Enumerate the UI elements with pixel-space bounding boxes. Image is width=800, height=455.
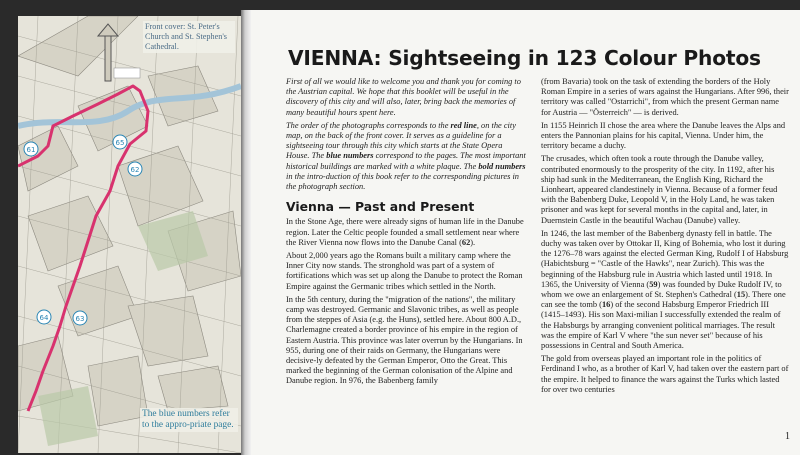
red-line-term: red line (450, 120, 477, 130)
intro-paragraph-1: First of all we would like to welcome you and thank you for coming to the Austrian capital. We hope that this booklet will be useful in the discovery of this city and will also, later, bring back the memories of many beautiful hours spent here. (286, 77, 521, 117)
history-paragraph-7: In 1246, the last member of the Babenberg dynasty fell in battle. The duchy was taken over by Ottokar II, King of Bohemia, who lost it during the 1276–78 wars against the elected German King, Rudolf I of Habsburg (Habichtsburg = "Castle of the Hawks", near Zurich). This was the beginning of the Habsburg rule in Austria which lasted until 1918. In 1365, the University of Vienna (59) was founded by Duke Rudolf IV, to whom we owe an enlargement of St. Stephen's Cathedral (15). There one can see the tomb (16) of the second Habsburg Emperor Friedrich III (1415–1493). His son Maxi-milian I successfully extended the realm of the Habsburgs by arranging convenient political marriages. The result was the empire of Karl V where "the sun never set" because of his possessions in Central and South America. (541, 228, 789, 351)
history-paragraph-6: The crusades, which often took a route through the Danube valley, contributed enormously to the prosperity of the city. In 1192, after his ship had sunk in the Mediterranean, the English King, Richard the Lionheart, appeared clandestinely in Vienna. Because of a former feud with the Babenberg Duke, Leopold V, in the Holy Land, he was taken prisoner and was kept for several months in the capital and, later, in Duernstein Castle in the beautiful Wachau (Danube) valley. (541, 154, 778, 225)
bold-numbers-term: bold numbers (478, 161, 526, 171)
history-paragraph-4: (from Bavaria) took on the task of extending the borders of the Holy Roman Empire in a series of wars against the Hungarians. After 996, their territory was called "Ostarrichi", from which the present German name for Austria — "Österreich" — is derived. (541, 77, 789, 117)
text-column-right (541, 77, 789, 398)
history-paragraph-5: In 1155 Heinrich II chose the area where the Danube leaves the Alps and enters the Pannonian plains for his capital, Vienna. Under him, the territory became a duchy. (541, 120, 786, 151)
text-column-left (286, 77, 528, 390)
section-heading: Vienna — Past and Present (286, 199, 475, 215)
page-number: 1 (785, 431, 790, 442)
blue-numbers-term: blue numbers (326, 151, 374, 161)
map-marker-65: 65 (115, 139, 125, 147)
history-paragraph-2: About 2,000 years ago the Romans built a military camp where the Inner City now stands. The stronghold was part of a system of fortifications which was set up along the Danube to protect the Roman Empire against the Germanic tribes which settled in the North. (286, 251, 523, 291)
map-marker-64: 64 (39, 314, 49, 322)
text-page (251, 10, 800, 455)
intro-paragraph-2: The order of the photographs corresponds to the red line, on the city map, on the back of the front cover. It serves as a guideline for a sightseeing tour through this city which starts at the State Opera House. The blue numbers correspond to the pages. The most important historical buildings are marked with a white plaque. The bold numbers in the intro-duction of this book refer to the corresponding pictures in the photograph section. (286, 120, 526, 192)
history-paragraph-1: In the Stone Age, there were already signs of human life in the Danube region. Later the Celtic people founded a small settlement near where the River Vienna now flows into the Danube Canal (62). (286, 217, 524, 247)
history-paragraph-3: In the 5th century, during the "migration of the nations", the military camp was destroyed. Germanic and Slavonic tribes, as well as people from the steppes of Asia (e.g. the Huns), settled here. About 800 A.D., Charlemagne created a border province of his empire in the region of Eastern Austria. This province was later overrun by the Hungarians. In 955, during one of their raids on Germany, the Hungarians were decisive-ly defeated by the German Emperor, Otto the Great. This marked the beginning of the German colonisation of the Alpine and Danube region. In 976, the Babenberg family (286, 294, 523, 386)
page-title: VIENNA: Sightseeing in 123 Colour Photos (288, 46, 761, 70)
book-gutter (241, 10, 251, 455)
map-marker-63: 63 (75, 315, 85, 323)
blue-numbers-caption: The blue numbers refer to the appro-priate page. (140, 408, 238, 432)
map-marker-61: 61 (26, 146, 36, 154)
history-paragraph-8: The gold from overseas played an important role in the politics of Ferdinand I who, as a brother of Karl V, had taken over the eastern part of the empire. It helped to finance the wars against the Turks which lasted for over two centuries (541, 354, 789, 394)
city-map (18, 16, 241, 453)
map-page (18, 16, 241, 453)
front-cover-caption: Front cover: St. Peter's Church and St. Stephen's Cathedral. (143, 21, 235, 53)
map-marker-62: 62 (130, 166, 140, 174)
